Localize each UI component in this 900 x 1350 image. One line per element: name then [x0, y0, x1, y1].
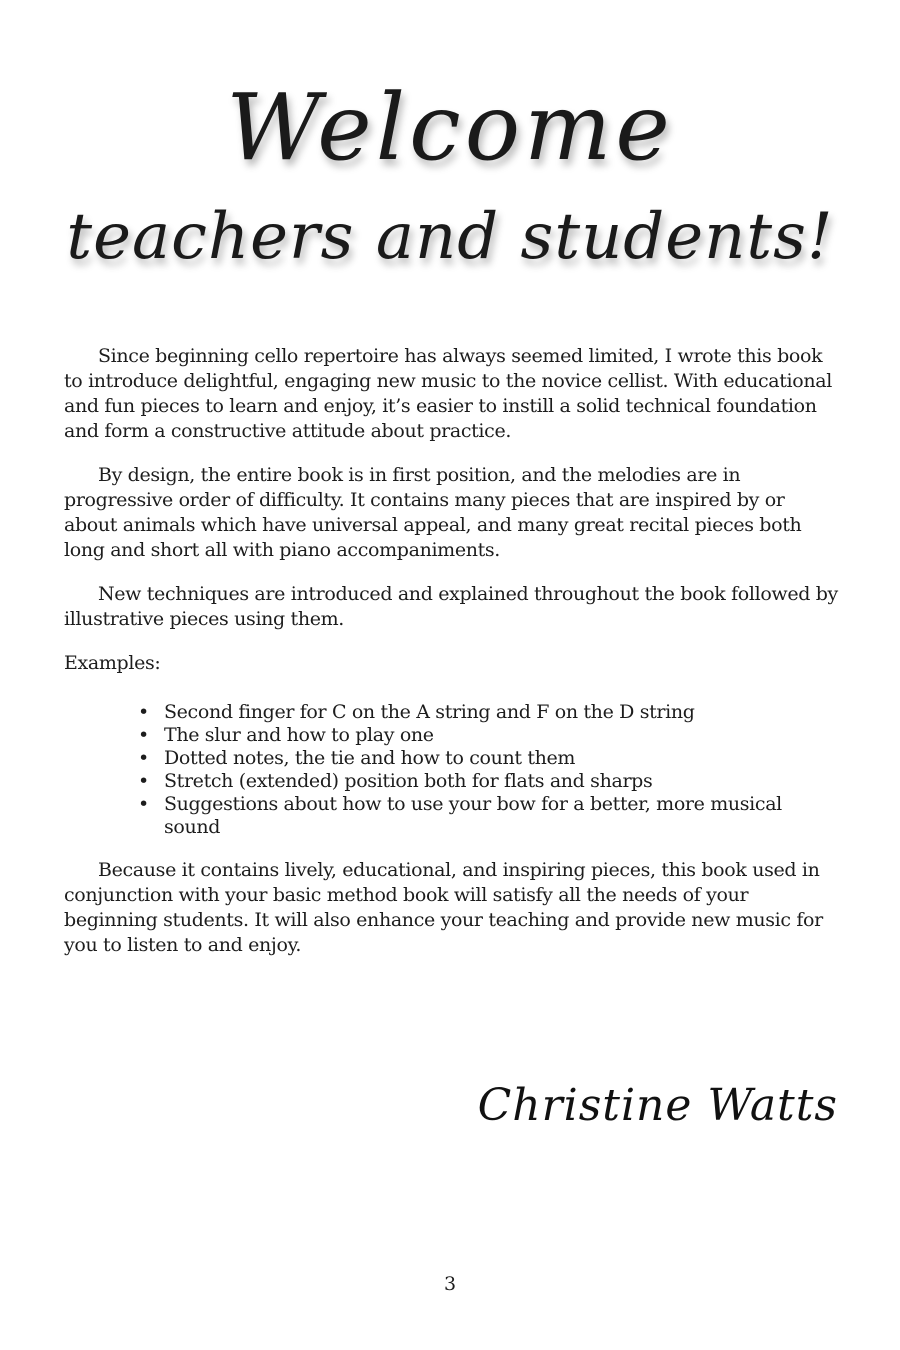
list-item [138, 701, 840, 724]
author-signature: Christine Watts [477, 1080, 838, 1131]
list-item [138, 747, 840, 770]
paragraph-design: By design, the entire book is in first position, and the melodies are in progressive order of difficulty. It contains many pieces that are inspired by or about animals which have universal appeal, and many great recital pieces both long and short all with piano accompaniments. [64, 464, 802, 561]
examples-label: Examples: [64, 652, 161, 674]
body-text [64, 344, 840, 977]
list-item-text: The slur and how to play one [164, 724, 434, 746]
list-item-text: Suggestions about how to use your bow for a better, more musical sound [164, 793, 782, 838]
list-item-text: Second finger for C on the A string and F on the D string [164, 701, 695, 723]
list-item-text: Stretch (extended) position both for flats and sharps [164, 770, 653, 792]
paragraph-techniques: New techniques are introduced and explained throughout the book followed by illustrative pieces using them. [64, 583, 838, 630]
bullet-icon: • [138, 793, 149, 815]
paragraph-closing: Because it contains lively, educational, and inspiring pieces, this book used in conjunction with your basic method book will satisfy all the needs of your beginning students. It will also enhance your teaching and provide new music for you to listen to and enjoy. [64, 859, 823, 956]
list-item-text: Dotted notes, the tie and how to count them [164, 747, 576, 769]
examples-list [64, 701, 840, 839]
page-number: 3 [443, 1273, 457, 1295]
bullet-icon: • [138, 747, 149, 769]
page-title [0, 60, 900, 320]
bullet-icon: • [138, 701, 149, 723]
bullet-icon: • [138, 724, 149, 746]
title-subtitle: teachers and students! [66, 200, 834, 274]
list-item [138, 724, 840, 747]
bullet-icon: • [138, 770, 149, 792]
list-item [138, 793, 840, 839]
list-item [138, 770, 840, 793]
paragraph-intro: Since beginning cello repertoire has always seemed limited, I wrote this book to introduce delightful, engaging new music to the novice cellist. With educational and fun pieces to learn and enjoy, it’s easier to instill a solid technical foundation and form a constructive attitude about practice. [64, 345, 832, 442]
title-welcome: Welcome [226, 74, 674, 181]
